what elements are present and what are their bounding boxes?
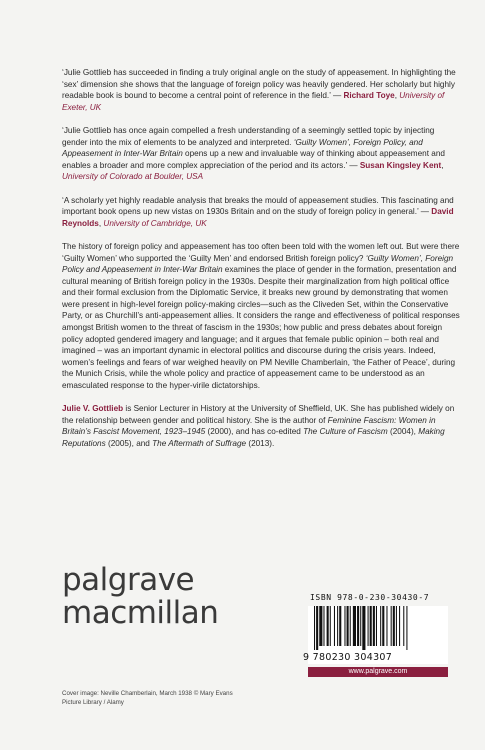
barcode-bar <box>368 606 369 646</box>
barcode-bar <box>323 606 324 646</box>
barcode-bar <box>382 606 384 646</box>
quote-text: ‘Julie Gottlieb has succeeded in finding a truly original angle on the study of appeasement. In highlighting the ‘sex’ dimension she shows that the language of foreign policy was heavily gendered. Her scholarly but highly readable book is bound to become a central point of reference in the field.’ — <box>62 68 456 101</box>
book-title: The Aftermath of Suffrage <box>152 439 247 448</box>
barcode-bar <box>339 606 341 646</box>
quote-author: David Reynolds <box>62 207 454 228</box>
book-title: Making Reputations <box>62 427 445 448</box>
quote-affiliation: University of Colorado at Boulder, USA <box>62 172 204 182</box>
barcode-bar <box>357 606 359 646</box>
blurb-text: The history of foreign policy and appeasement has too often been told with the women left out. But were there ‘Guilty Women’ who supported the ‘Guilty Men’ and endorsed British foreign policy? <box>62 241 460 263</box>
barcode-bar <box>350 606 351 646</box>
barcode-bar <box>319 606 322 646</box>
barcode-bar <box>370 606 372 646</box>
barcode-bar <box>396 606 397 646</box>
quote-text: opens up a new and invaluable way of thinking about appeasement and enables a broader and more complex appreciation of the period and its actors.’ — <box>62 149 445 170</box>
barcode-bar <box>344 606 345 646</box>
bio-text: (2004), <box>390 427 416 437</box>
barcode-bar <box>316 606 318 650</box>
barcode-bar <box>406 606 407 650</box>
publisher-logo-line1: palgrave <box>62 562 195 598</box>
quote-kent: ‘Julie Gottlieb has once again compelled a fresh understanding of a seemingly settled topic by injecting gender into the mix of elements to be analyzed and interpreted. ‘Guilty Women’, Foreign Policy, and Appeasement in Inter-War Britain opens up a new and invaluable way of thinking about appeasement and enables a broader and more complex appreciation of the period and its actors.’ — Susan Kingsley Kent, University of Colorado at Boulder, USA <box>62 125 445 182</box>
barcode-bar <box>403 606 404 646</box>
barcode-bar <box>380 606 381 646</box>
barcode-bar <box>362 606 365 650</box>
barcode-bar <box>399 606 400 646</box>
isbn-label: ISBN 978-0-230-30430-7 <box>310 593 430 602</box>
bio-text: (2005), and <box>107 439 150 448</box>
book-title: The Culture of Fascism <box>303 427 388 437</box>
quote-author: Richard Toye <box>343 91 395 101</box>
book-title: Feminine Fascism: Women in Britain’s Fascist Movement, 1923–1945 <box>62 415 436 437</box>
quote-affiliation: University of Cambridge, UK <box>103 218 207 228</box>
barcode-bar <box>337 606 338 646</box>
barcode-bar <box>314 606 315 650</box>
barcode-digits: 9 780230 304307 <box>303 652 393 663</box>
barcode-bar <box>376 606 377 646</box>
cover-image-credit: Cover image: Neville Chamberlain, March 1938 © Mary Evans Picture Library / Alamy <box>62 690 233 706</box>
publisher-logo <box>62 562 262 631</box>
author-name: Julie V. Gottlieb <box>62 404 124 414</box>
barcode-bar <box>393 606 395 646</box>
barcode-bar <box>334 606 335 646</box>
barcode-bar <box>347 606 349 646</box>
author-bio <box>62 403 460 449</box>
book-title: ‘Guilty Women’, Foreign Policy, and Appeasement in Inter-War Britain <box>62 137 423 159</box>
barcode-bar <box>330 606 331 646</box>
barcode-bar <box>373 606 375 646</box>
barcode-bar <box>360 606 361 646</box>
bio-text: is Senior Lecturer in History at the University of Sheffield, UK. She has published widely on the relationship between gender and political history. She is the author of <box>62 404 455 425</box>
barcode-bar <box>386 606 387 646</box>
publisher-url: www.palgrave.com <box>308 667 448 677</box>
publisher-logo-line2: macmillan <box>62 595 219 631</box>
quote-author: Susan Kingsley Kent <box>359 160 442 170</box>
book-title: ‘Guilty Women’, Foreign Policy and Appeasement in Inter-War Britain <box>62 253 454 275</box>
quote-text: ‘A scholarly yet highly readable analysis that breaks the mould of appeasement studies. This fascinating and important book opens up new vistas on 1930s Britain and on the study of foreign policy in general.’ — <box>62 195 454 217</box>
bio-text: (2013). <box>248 439 275 448</box>
barcode-bar <box>391 606 392 646</box>
barcode-bar <box>327 606 329 646</box>
quote-affiliation: University of Exeter, UK <box>62 91 445 112</box>
barcode <box>310 606 446 650</box>
barcode-bar <box>353 606 356 646</box>
bio-text: (2000), and has co-edited <box>207 427 301 437</box>
quote-text: ‘Julie Gottlieb has once again compelled a fresh understanding of a seemingly settled topic by injecting gender into the mix of elements to be analyzed and interpreted. <box>62 125 435 147</box>
back-cover-text <box>62 67 460 461</box>
quote-reynolds: ‘A scholarly yet highly readable analysis that breaks the mould of appeasement studies. This fascinating and important book opens up new vistas on 1930s Britain and on the study of foreign policy in general.’ — David Reynolds, University of Cambridge, UK <box>62 195 454 228</box>
quote-toye: ‘Julie Gottlieb has succeeded in finding a truly original angle on the study of appeasement. In highlighting the ‘sex’ dimension she shows that the language of foreign policy was heavily gendered. Her scholarly but highly readable book is bound to become a central point of reference in the field.’ — Richard Toye, University of Exeter, UK <box>62 68 456 112</box>
blurb-text: examines the place of gender in the formation, presentation and cultural meaning of British foreign policy in the 1930s. Despite their marginalization from high political office and their formal exclusion from the Diplomatic Service, it breaks new ground by demonstrating that women were present in high-level foreign policy-making circles—such as the Cliveden Set, within the Conservative Party, or as Churchill’s anti-appeasement allies. It considers the range and effectiveness of political responses amongst British women to the threat of fascism in the 1930s; how public and press debates about foreign policy adopted gendered imagery and language; and it argues that female public opinion – both real and imagined – was an important dynamic in electoral politics and discourse during the crisis years. Indeed, women’s feelings and fears of war weighed heavily on PM Neville Chamberlain, ‘the Father of Peace’, during the Munich Crisis, while the whole policy and practice of appeasement came to be understood as an emasculated response to the hyper-virile dictatorships. <box>62 265 460 391</box>
blurb <box>62 241 460 392</box>
